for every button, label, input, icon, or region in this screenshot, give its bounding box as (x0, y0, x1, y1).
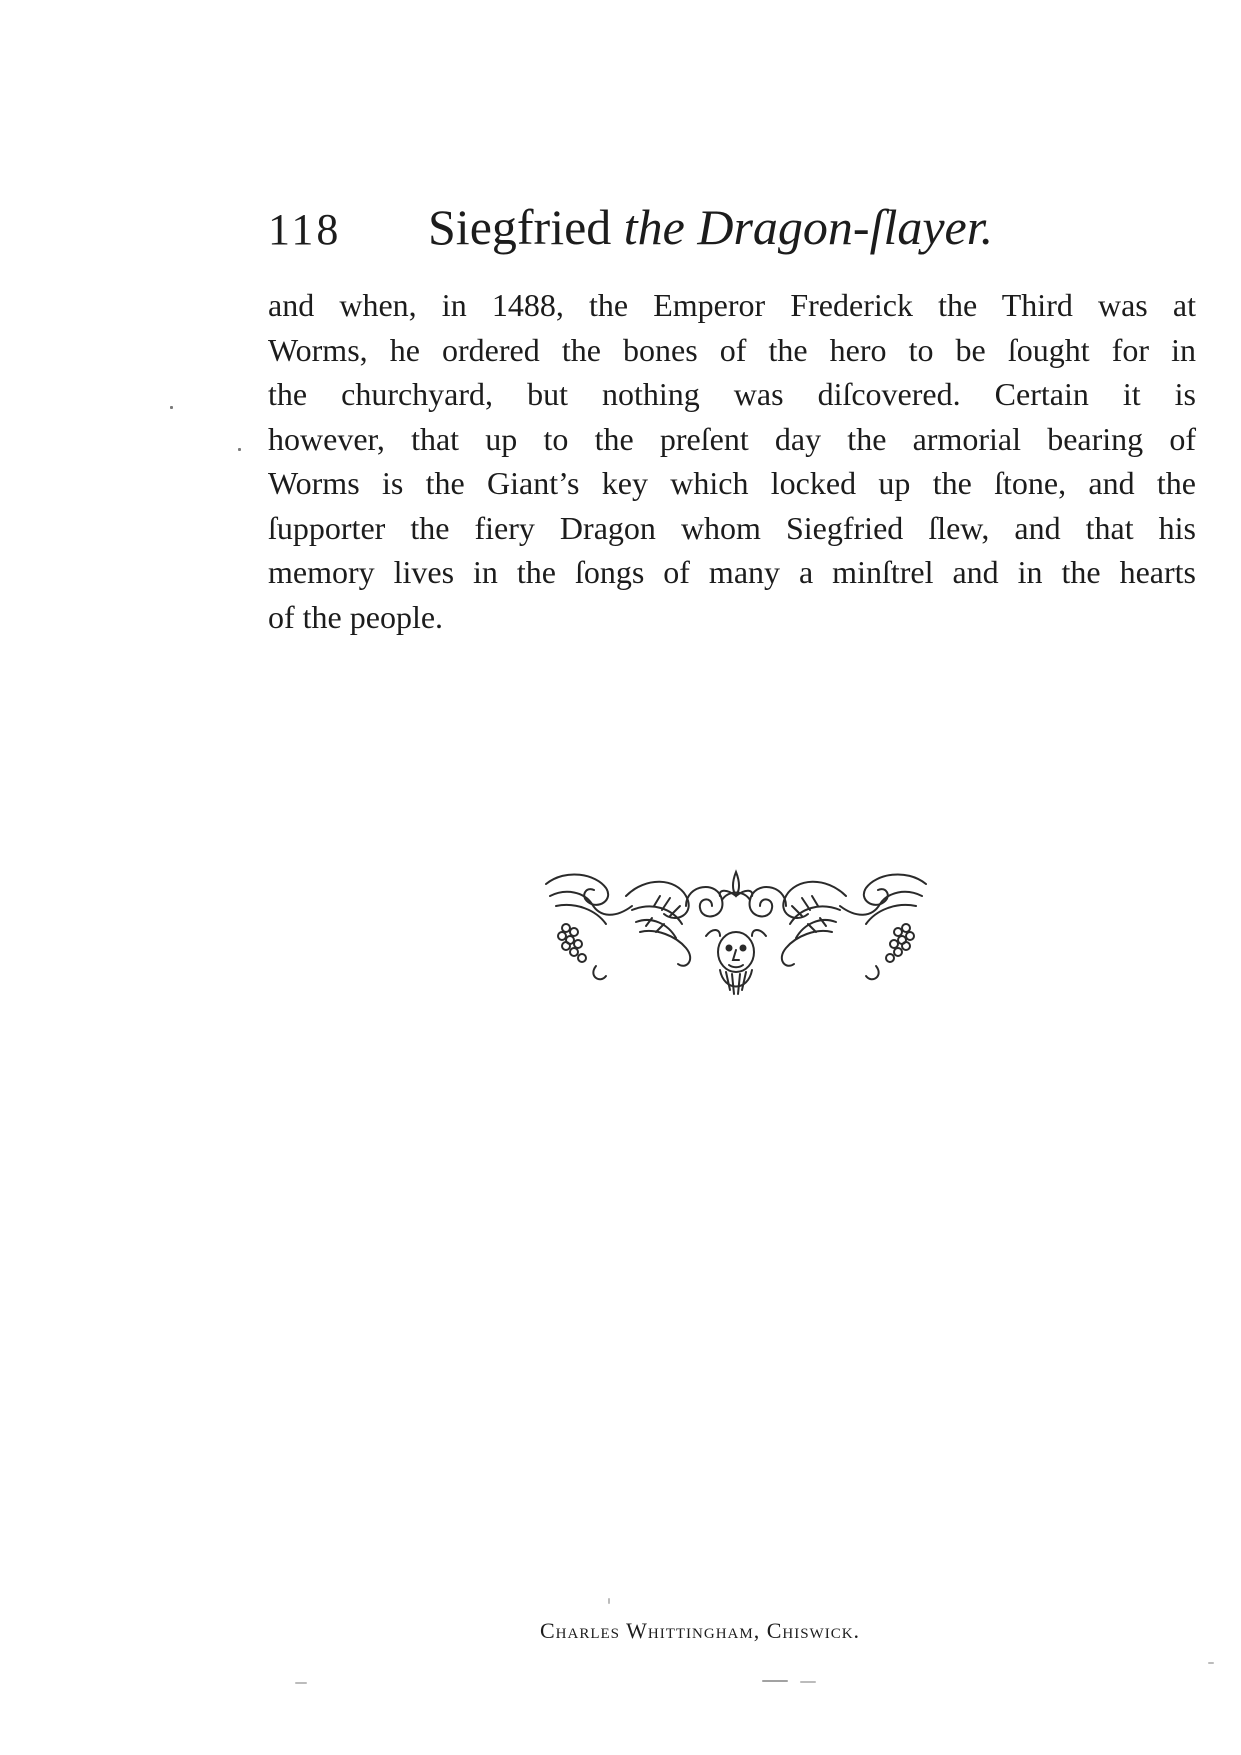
running-title-roman: Siegfried (428, 199, 612, 255)
text-line: Worms is the Giant’s key which locked up the ſtone, and the (268, 465, 1196, 501)
scan-speck (295, 1682, 307, 1684)
text-line: ſupporter the fiery Dragon whom Siegfried ſlew, and that his (268, 509, 1196, 546)
text-line: of the people. (268, 598, 444, 635)
scan-speck (762, 1680, 788, 1682)
scan-speck (238, 448, 241, 451)
running-title-italic: the Dragon-ſlayer. (623, 199, 994, 255)
body-paragraph (268, 283, 1196, 639)
tailpiece-ornament-icon (536, 866, 936, 1006)
scan-speck (1208, 1662, 1214, 1664)
text-line: however, that up to the preſent day the armorial bearing of (268, 420, 1196, 457)
text-line: Worms, he ordered the bones of the hero to be ſought for in (268, 331, 1196, 368)
text-line: and when, in 1488, the Emperor Frederick the Third was at (268, 287, 1196, 323)
scan-speck (170, 406, 173, 409)
running-title (428, 198, 993, 256)
printer-imprint: Charles Whittingham, Chiswick. (540, 1618, 861, 1643)
scan-speck (800, 1681, 816, 1683)
text-line: memory lives in the ſongs of many a minſtrel and in the hearts (268, 554, 1196, 590)
scan-speck (608, 1598, 610, 1604)
page-number: 118 (268, 205, 342, 254)
text-line: the churchyard, but nothing was diſcovered. Certain it is (268, 376, 1196, 412)
running-head (268, 198, 1028, 262)
